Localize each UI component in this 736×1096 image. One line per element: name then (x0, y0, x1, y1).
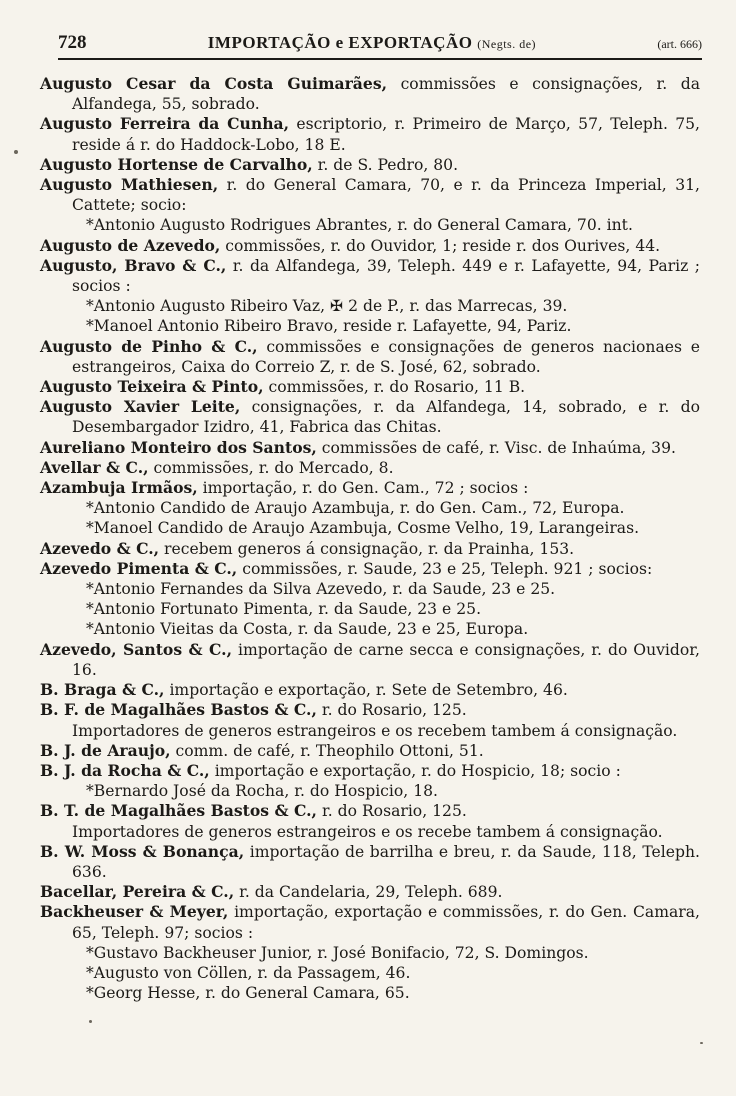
firm-details: commissões, r. Saude, 23 e 25, Teleph. 921 ; socios: (237, 559, 653, 578)
firm-entry (40, 114, 700, 154)
firm-name: Bacellar, Pereira & C., (40, 882, 235, 902)
firm-name: Azevedo & C., (40, 538, 160, 558)
firm-details: commissões e consignações, r. da Alfandega, 55, sobrado. (72, 75, 700, 114)
firm-details: importação de carne secca e consignações, r. do Ouvidor, 16. (72, 640, 700, 679)
partner-line: *Bernardo José da Rocha, r. do Hospicio, 18. (86, 782, 439, 801)
partner-line: *Antonio Augusto Rodrigues Abrantes, r. do General Camara, 70. int. (86, 216, 633, 235)
firm-entry (40, 842, 700, 882)
firm-name: Avellar & C., (40, 457, 149, 477)
firm-details: r. do Rosario, 125. (316, 701, 467, 720)
firm-name: B. F. de Magalhães Bastos & C., (40, 700, 317, 720)
partner-line: *Antonio Fortunato Pimenta, r. da Saude, 23 e 25. (86, 600, 482, 619)
firm-name: Augusto Xavier Leite, (40, 397, 241, 417)
firm-details: recebem generos á consignação, r. da Prainha, 153. (159, 539, 575, 558)
firm-entry (40, 700, 700, 720)
firm-details: r. da Candelaria, 29, Teleph. 689. (234, 883, 503, 902)
partner-line: *Antonio Vieitas da Costa, r. da Saude, 23 e 25, Europa. (86, 620, 529, 639)
firm-details: commissões, r. do Mercado, 8. (148, 458, 394, 477)
firm-details: importação, exportação e commissões, r. do Gen. Camara, 65, Teleph. 97; socios : (72, 903, 700, 942)
firm-entry (40, 559, 700, 579)
firm-details: escriptorio, r. Primeiro de Março, 57, Teleph. 75, reside á r. do Haddock-Lobo, 18 E. (72, 115, 700, 154)
directory-entries (40, 74, 700, 1003)
firm-entry (40, 761, 700, 781)
firm-entry (40, 155, 700, 175)
firm-details: commissões, r. do Rosario, 11 B. (263, 378, 526, 397)
running-header (58, 32, 702, 60)
firm-entry (40, 902, 700, 942)
firm-name: Augusto de Pinho & C., (40, 336, 258, 356)
ink-speck (89, 1020, 92, 1023)
firm-entry (40, 741, 700, 761)
page-number: 728 (58, 32, 87, 53)
firm-name: Augusto Teixeira & Pinto, (40, 377, 264, 397)
firm-entry (40, 256, 700, 296)
firm-entry (40, 397, 700, 437)
firm-name: Augusto Hortense de Carvalho, (40, 154, 313, 174)
firm-details: r. de S. Pedro, 80. (312, 155, 459, 174)
firm-entry (40, 640, 700, 680)
firm-entry (40, 801, 700, 821)
firm-name: B. J. da Rocha & C., (40, 760, 210, 780)
firm-entry (40, 680, 700, 700)
firm-details: consignações, r. da Alfandega, 14, sobrado, e r. do Desembargador Izidro, 41, Fabrica das Chitas. (72, 398, 700, 437)
firm-name: Aureliano Monteiro dos Santos, (40, 437, 317, 457)
partner-line: *Antonio Fernandes da Silva Azevedo, r. da Saude, 23 e 25. (86, 580, 556, 599)
firm-entry (40, 377, 700, 397)
running-title-sub: (Negts. de) (477, 37, 537, 51)
firm-details: r. do Rosario, 125. (317, 802, 467, 821)
firm-entry (40, 478, 700, 498)
firm-name: B. W. Moss & Bonança, (40, 841, 245, 861)
firm-name: B. T. de Magalhães Bastos & C., (40, 801, 317, 821)
firm-name: Azambuja Irmãos, (40, 478, 198, 498)
partner-line: *Augusto von Cöllen, r. da Passagem, 46. (86, 963, 411, 982)
ink-speck (14, 150, 18, 154)
firm-name: Backheuser & Meyer, (40, 902, 229, 922)
section-reference: (art. 666) (657, 37, 702, 51)
partner-line: *Manoel Antonio Ribeiro Bravo, reside r. Lafayette, 94, Pariz. (86, 317, 572, 336)
firm-details: importação, r. do Gen. Cam., 72 ; socios : (197, 479, 529, 498)
firm-details: commissões e consignações de generos nacionaes e estrangeiros, Caixa do Correio Z, r. de S. José, 62, sobrado. (72, 337, 700, 376)
partner-line: *Gustavo Backheuser Junior, r. José Bonifacio, 72, S. Domingos. (86, 943, 589, 962)
firm-entry (40, 882, 700, 902)
firm-details: importação e exportação, r. do Hospicio, 18; socio : (209, 761, 621, 780)
firm-entry (40, 175, 700, 215)
firm-name: Azevedo, Santos & C., (40, 639, 233, 659)
partner-line: *Antonio Candido de Araujo Azambuja, r. do Gen. Cam., 72, Europa. (86, 499, 625, 518)
firm-entry (40, 539, 700, 559)
firm-entry (40, 438, 700, 458)
firm-name: Augusto de Azevedo, (40, 235, 221, 255)
firm-entry (40, 458, 700, 478)
entry-note: Importadores de generos estrangeiros e os recebe tambem á consignação. (72, 822, 663, 841)
partner-line: *Georg Hesse, r. do General Camara, 65. (86, 984, 410, 1003)
firm-details: commissões de café, r. Visc. de Inhaúma, 39. (316, 438, 676, 457)
firm-entry (40, 337, 700, 377)
firm-details: importação de barrilha e breu, r. da Saude, 118, Teleph. 636. (72, 842, 700, 881)
firm-details: comm. de café, r. Theophilo Ottoni, 51. (170, 741, 484, 760)
firm-name: B. Braga & C., (40, 680, 165, 700)
firm-name: Azevedo Pimenta & C., (40, 558, 238, 578)
firm-name: Augusto Cesar da Costa Guimarães, (40, 74, 388, 93)
firm-details: importação e exportação, r. Sete de Setembro, 46. (164, 681, 568, 700)
firm-name: Augusto Ferreira da Cunha, (40, 114, 290, 134)
firm-entry (40, 74, 700, 114)
firm-name: Augusto Mathiesen, (40, 175, 219, 195)
firm-name: Augusto, Bravo & C., (40, 255, 227, 275)
entry-note: Importadores de generos estrangeiros e os recebem tambem á consignação. (72, 721, 678, 740)
firm-details: commissões, r. do Ouvidor, 1; reside r. dos Ourives, 44. (220, 236, 661, 255)
partner-line: *Manoel Candido de Araujo Azambuja, Cosme Velho, 19, Larangeiras. (86, 519, 640, 538)
firm-details: r. do General Camara, 70, e r. da Princeza Imperial, 31, Cattete; socio: (72, 176, 700, 215)
partner-line: *Antonio Augusto Ribeiro Vaz, ✠ 2 de P., r. das Marrecas, 39. (86, 297, 568, 316)
firm-name: B. J. de Araujo, (40, 740, 171, 760)
ink-speck (700, 1042, 703, 1044)
firm-entry (40, 236, 700, 256)
running-title (208, 33, 536, 53)
firm-details: r. da Alfandega, 39, Teleph. 449 e r. Lafayette, 94, Pariz ; socios : (72, 256, 700, 296)
running-title-main: IMPORTAÇÃO e EXPORTAÇÃO (207, 33, 473, 52)
